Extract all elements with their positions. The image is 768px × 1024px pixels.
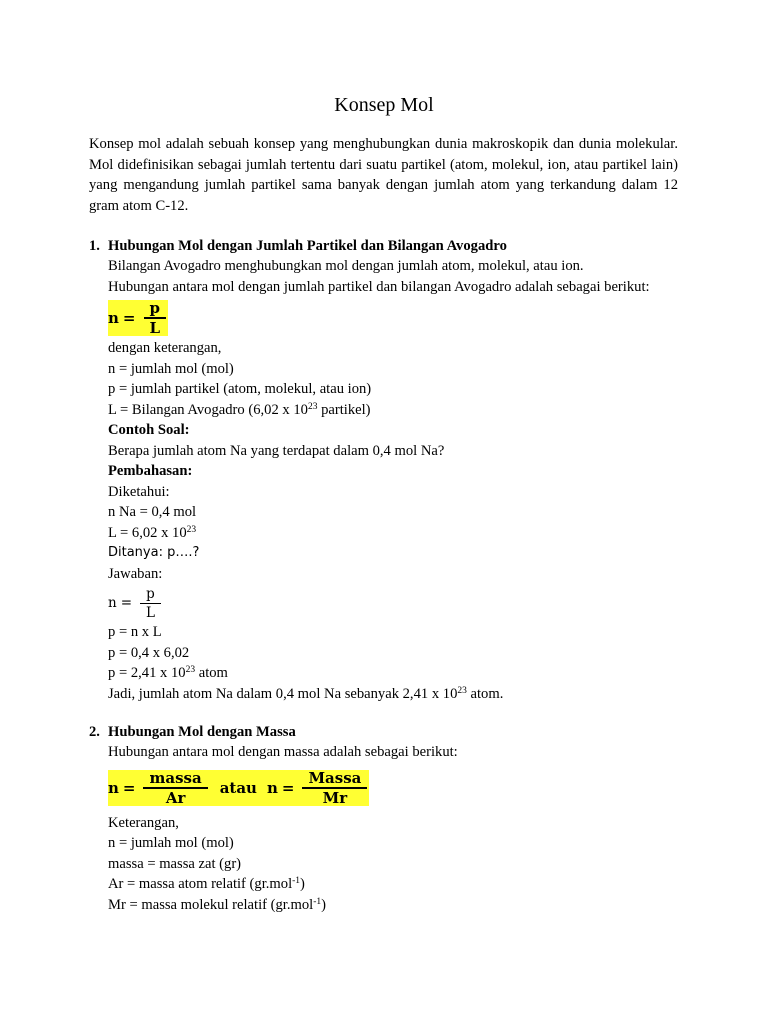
legend-2-massa: massa = massa zat (gr) [108,855,242,872]
formula-2-eq1: = [122,778,136,797]
mol-particle-formula [108,300,168,336]
formula-eq: = [122,308,136,327]
answer-formula [108,586,161,621]
legend-2-intro: Keterangan, [108,814,179,831]
answer-formula-numerator: p [140,586,161,604]
section-1-title: Hubungan Mol dengan Jumlah Partikel dan Bilangan Avogadro [108,238,507,254]
formula-2-lhs2: n [266,778,278,797]
formula-2-denominator2: Mr [322,788,348,807]
section-1-heading [89,236,689,256]
legend-L: L = Bilangan Avogadro (6,02 x $10^{23}$ partikel) [108,401,371,418]
legend-2-mr: Mr = massa molekul relatif (gr.mol$^{-1}$) [108,896,326,913]
answer-formula-fraction [140,586,161,621]
conclusion-text: Jadi, jumlah atom Na dalam 0,4 mol Na sebanyak 2,41 x $10^{23}$ atom. [108,685,504,702]
formula-2-row [108,763,689,813]
step-2: p = 0,4 x 6,02 [108,644,190,661]
formula-lhs: n [108,308,119,327]
formula-2-fraction-1 [143,770,207,806]
section-2-heading [89,722,689,742]
relation-text: Hubungan antara mol dengan jumlah partikel dan bilangan Avogadro adalah sebagai berikut: [108,278,650,295]
formula-2-denominator1: Ar [165,788,186,807]
answer-formula-row [108,584,689,622]
legend-n: n = jumlah mol (mol) [108,360,234,377]
known-label: Diketahui: [108,483,170,500]
formula-numerator: p [144,300,167,319]
formula-2-eq2: = [281,778,295,797]
step-3: p = 2,41 x $10^{23}$ atom [108,665,228,681]
formula-1-row [108,297,689,338]
formula-2-numerator2: Massa [302,770,367,789]
mass-relation-text: Hubungan antara mol dengan massa adalah sebagai berikut: [108,744,458,760]
answer-formula-eq: = [120,595,133,611]
formula-2-fraction-2 [302,770,367,806]
legend-p: p = jumlah partikel (atom, molekul, atau ion) [108,381,372,397]
answer-formula-lhs: n [108,595,117,611]
question-text: Berapa jumlah atom Na yang terdapat dalam 0,4 mol Na? [108,442,445,459]
section-2-title: Hubungan Mol dengan Massa [108,724,296,740]
legend-2-n: n = jumlah mol (mol) [108,835,234,851]
asked-text: Ditanya: p….? [108,545,200,560]
avogadro-text: Bilangan Avogadro menghubungkan mol dengan jumlah atom, molekul, atau ion. [108,258,584,274]
example-label: Contoh Soal: [108,422,190,438]
formula-2-connector: atau [219,778,257,797]
section-2-number: 2. [89,724,100,740]
step-1: p = n x L [108,624,162,640]
section-1-number: 1. [89,238,100,254]
formula-fraction [143,300,166,336]
intro-paragraph: Konsep mol adalah sebuah konsep yang menghubungkan dunia makroskopik dan dunia molekular. Mol didefinisikan sebagai jumlah tertentu dari suatu partikel (atom, molekul, ion, atau partikel lain) yang mengandung jumlah partikel sama banyak dengan jumlah atom yang terkandung dalam 12 gram atom C-12. [89,136,678,215]
formula-denominator: L [149,318,161,337]
known-L: L = 6,02 x $10^{23}$ [108,524,197,541]
legend-2-ar: Ar = massa atom relatif (gr.mol$^{-1}$) [108,876,305,892]
section-particles [89,236,689,704]
formula-2-lhs1: n [108,778,119,797]
answer-label: Jawaban: [108,565,163,582]
formula-2-numerator1: massa [143,770,207,789]
solution-label: Pembahasan: [108,463,193,479]
answer-formula-denominator: L [146,604,155,621]
section-mass [89,722,689,915]
mol-mass-formula [108,770,369,806]
known-n: n Na = 0,4 mol [108,504,197,520]
legend-intro: dengan keterangan, [108,340,222,356]
page-title: Konsep Mol [334,94,434,116]
